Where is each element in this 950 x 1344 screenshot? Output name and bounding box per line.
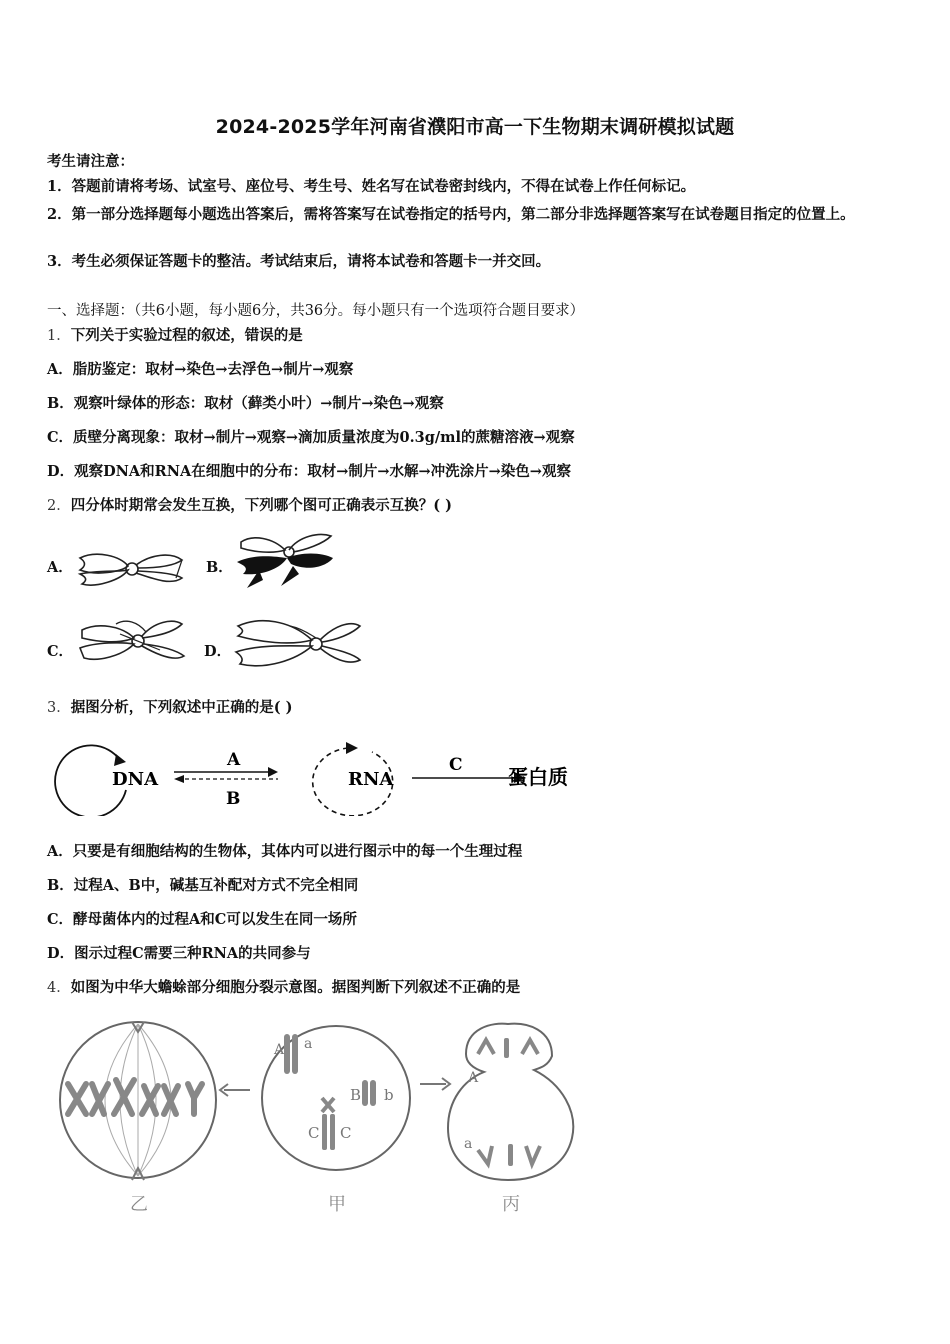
protein-label: 蛋白质 bbox=[508, 765, 568, 789]
gene-label-A-bing: A bbox=[468, 1070, 479, 1086]
q1-option-c: C．质壁分离现象：取材→制片→观察→滴加质量浓度为0.3g/ml的蔗糖溶液→观察 bbox=[47, 429, 575, 446]
section-heading: 一、选择题：（共6小题，每小题6分，共36分。每小题只有一个选项符合题目要求） bbox=[47, 303, 585, 319]
question-4-stem: 4．如图为中华大蟾蜍部分细胞分裂示意图。据图判断下列叙述不正确的是 bbox=[47, 979, 521, 996]
gene-label-A-jia: A bbox=[274, 1042, 285, 1058]
question-2-number: 2． bbox=[47, 498, 71, 514]
q1-option-a: A．脂肪鉴定：取材→染色→去浮色→制片→观察 bbox=[47, 361, 354, 378]
gene-label-b: b bbox=[384, 1086, 394, 1104]
q3-option-d: D．图示过程C需要三种RNA的共同参与 bbox=[47, 945, 311, 962]
q2-label-c: C． bbox=[47, 643, 74, 660]
notice-item-3: 3．考生必须保证答题卡的整洁。考试结束后，请将本试卷和答题卡一并交回。 bbox=[47, 253, 551, 270]
q3-option-a: A．只要是有细胞结构的生物体，其体内可以进行图示中的每一个生理过程 bbox=[47, 843, 523, 860]
q1-option-d: D．观察DNA和RNA在细胞中的分布：取材→制片→水解→冲洗涂片→染色→观察 bbox=[47, 463, 571, 480]
q2-label-b: B． bbox=[206, 559, 233, 576]
question-3-number: 3． bbox=[47, 700, 71, 716]
gene-label-C-1: C bbox=[308, 1124, 320, 1142]
question-2-stem: 2．四分体时期常会发生互换，下列哪个图可正确表示互换？( ) bbox=[47, 497, 453, 514]
q2-figure-b bbox=[233, 530, 337, 592]
process-c-label: C bbox=[449, 755, 463, 775]
process-a-label: A bbox=[227, 750, 241, 770]
cell-bing bbox=[448, 1024, 573, 1180]
question-4-number: 4． bbox=[47, 980, 71, 996]
q3-option-b: B．过程A、B中，碱基互补配对方式不完全相同 bbox=[47, 877, 359, 894]
question-1-stem: 1．下列关于实验过程的叙述，错误的是 bbox=[47, 327, 303, 344]
cell-label-bing: 丙 bbox=[502, 1194, 520, 1215]
q2-figure-c bbox=[76, 614, 188, 670]
notice-item-1: 1．答题前请将考场、试室号、座位号、考生号、姓名写在试卷密封线内，不得在试卷上作任何标记。 bbox=[47, 178, 696, 195]
gene-label-B: B bbox=[350, 1086, 362, 1104]
gene-label-a-jia: a bbox=[304, 1036, 313, 1052]
dna-label: DNA bbox=[112, 769, 159, 790]
cell-yi bbox=[60, 1022, 216, 1180]
gene-label-C-2: C bbox=[340, 1124, 352, 1142]
q2-label-d: D． bbox=[204, 643, 232, 660]
cell-label-yi: 乙 bbox=[130, 1194, 148, 1215]
q2-figure-d bbox=[230, 612, 366, 672]
gene-label-a-bing: a bbox=[464, 1136, 473, 1152]
rna-label: RNA bbox=[348, 769, 394, 790]
process-b-label: B bbox=[226, 789, 241, 809]
q2-figure-a bbox=[76, 548, 188, 592]
question-3-stem: 3．据图分析，下列叙述中正确的是( ) bbox=[47, 699, 293, 716]
dna-replication-arrowhead bbox=[114, 754, 126, 766]
cell-division-diagram bbox=[52, 1014, 592, 1220]
cell-label-jia: 甲 bbox=[328, 1194, 346, 1215]
q1-option-b: B．观察叶绿体的形态：取材（藓类小叶）→制片→染色→观察 bbox=[47, 395, 444, 412]
page-title: 2024-2025学年河南省濮阳市高一下生物期末调研模拟试题 bbox=[215, 116, 735, 138]
q3-option-c: C．酵母菌体内的过程A和C可以发生在同一场所 bbox=[47, 911, 357, 928]
q2-label-a: A． bbox=[47, 559, 73, 576]
notice-heading: 考生请注意： bbox=[47, 153, 134, 170]
central-dogma-diagram bbox=[46, 728, 598, 816]
question-1-number: 1． bbox=[47, 328, 71, 344]
notice-item-2: 2．第一部分选择题每小题选出答案后，需将答案写在试卷指定的括号内，第二部分非选择题答案写在试卷题目指定的位置上。 bbox=[47, 206, 855, 223]
